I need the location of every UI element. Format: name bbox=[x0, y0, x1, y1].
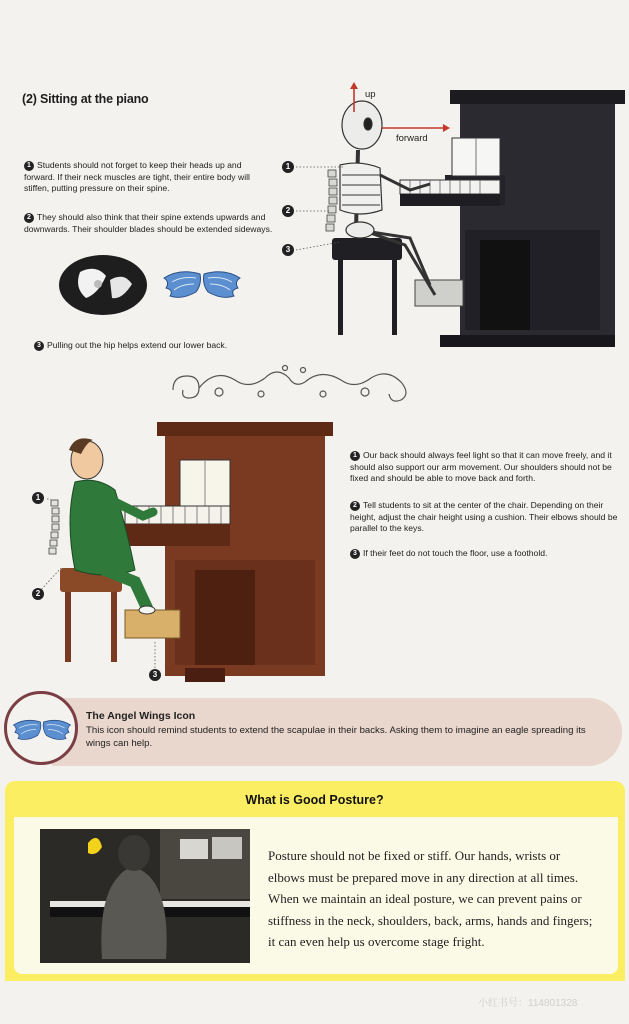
arrow-right-icon bbox=[382, 124, 450, 132]
good-posture-title: What is Good Posture? bbox=[245, 793, 384, 807]
wooden-foothold bbox=[125, 610, 180, 638]
note-top-1 bbox=[24, 160, 274, 195]
skeleton-marker-1: 1 bbox=[282, 161, 294, 173]
shoulder-blade-photo bbox=[58, 254, 148, 316]
note-top-3-number: 3 bbox=[34, 341, 44, 351]
note-right-3-text: If their feet do not touch the floor, use a foothold. bbox=[363, 548, 548, 558]
girl-marker-2: 2 bbox=[32, 588, 44, 600]
skeleton-marker-3: 3 bbox=[282, 244, 294, 256]
note-top-2-number: 2 bbox=[24, 213, 34, 223]
spine-detail-girl bbox=[49, 500, 59, 554]
angel-wings-text: This icon should remind students to extend the scapulae in their backs. Asking them to imagine an eagle spreading its wings can help. bbox=[86, 725, 586, 749]
note-right-1 bbox=[350, 450, 622, 485]
girl-piano-illustration bbox=[35, 420, 335, 685]
note-top-3-text: Pulling out the hip helps extend our lower back. bbox=[47, 340, 228, 350]
spine-detail bbox=[326, 170, 337, 231]
foot-box bbox=[415, 280, 463, 306]
note-right-2-text: Tell students to sit at the center of the chair. Depending on their height, adjust the chair height using a cushion. Their elbows should be parallel to the keys. bbox=[350, 500, 618, 533]
note-right-1-number: 1 bbox=[350, 451, 360, 461]
skeleton-piano-illustration bbox=[270, 80, 625, 355]
girl-marker-1: 1 bbox=[32, 492, 44, 504]
note-right-2 bbox=[350, 500, 622, 535]
piano-bench bbox=[332, 238, 402, 335]
upright-piano-wood bbox=[125, 422, 333, 682]
good-posture-text: Posture should not be fixed or stiff. Our hands, wrists or elbows must be prepared move in any direction at all times. When we maintain an ideal posture, we can prevent pains or stiffness in the neck, shoulders, back, arms, hands and fingers; it can even help us overcome stage fright. bbox=[268, 848, 593, 949]
note-right-1-text: Our back should always feel light so that it can move freely, and it should also support our arm movement. Our shoulders should not be fixed and should be able to move back and forth. bbox=[350, 450, 612, 483]
label-forward: forward bbox=[396, 133, 428, 144]
note-right-3 bbox=[350, 548, 622, 560]
label-up: up bbox=[365, 89, 376, 100]
angel-wings-icon bbox=[160, 266, 244, 306]
section-title: (2) Sitting at the piano bbox=[22, 92, 149, 106]
note-top-1-text: Students should not forget to keep their heads up and forward. If their neck muscles are tight, their entire body will stiffen, putting pressure on their spine. bbox=[24, 160, 250, 193]
watermark: 小红书号：114801328 bbox=[478, 998, 578, 1009]
note-top-1-number: 1 bbox=[24, 161, 34, 171]
note-top-3 bbox=[34, 340, 264, 352]
angel-wings-title: The Angel Wings Icon bbox=[86, 710, 196, 722]
note-right-3-number: 3 bbox=[350, 549, 360, 559]
angel-wings-badge-icon bbox=[10, 716, 74, 746]
skeleton-marker-2: 2 bbox=[282, 205, 294, 217]
note-top-2-text: They should also think that their spine extends upwards and downwards. Their shoulder blades should be extended sideways. bbox=[24, 212, 273, 234]
ornament-swirl-icon bbox=[165, 362, 425, 408]
student-at-piano-photo bbox=[40, 829, 250, 963]
note-top-2 bbox=[24, 212, 274, 235]
wooden-bench bbox=[60, 568, 122, 662]
note-right-2-number: 2 bbox=[350, 501, 360, 511]
girl-marker-3: 3 bbox=[149, 669, 161, 681]
